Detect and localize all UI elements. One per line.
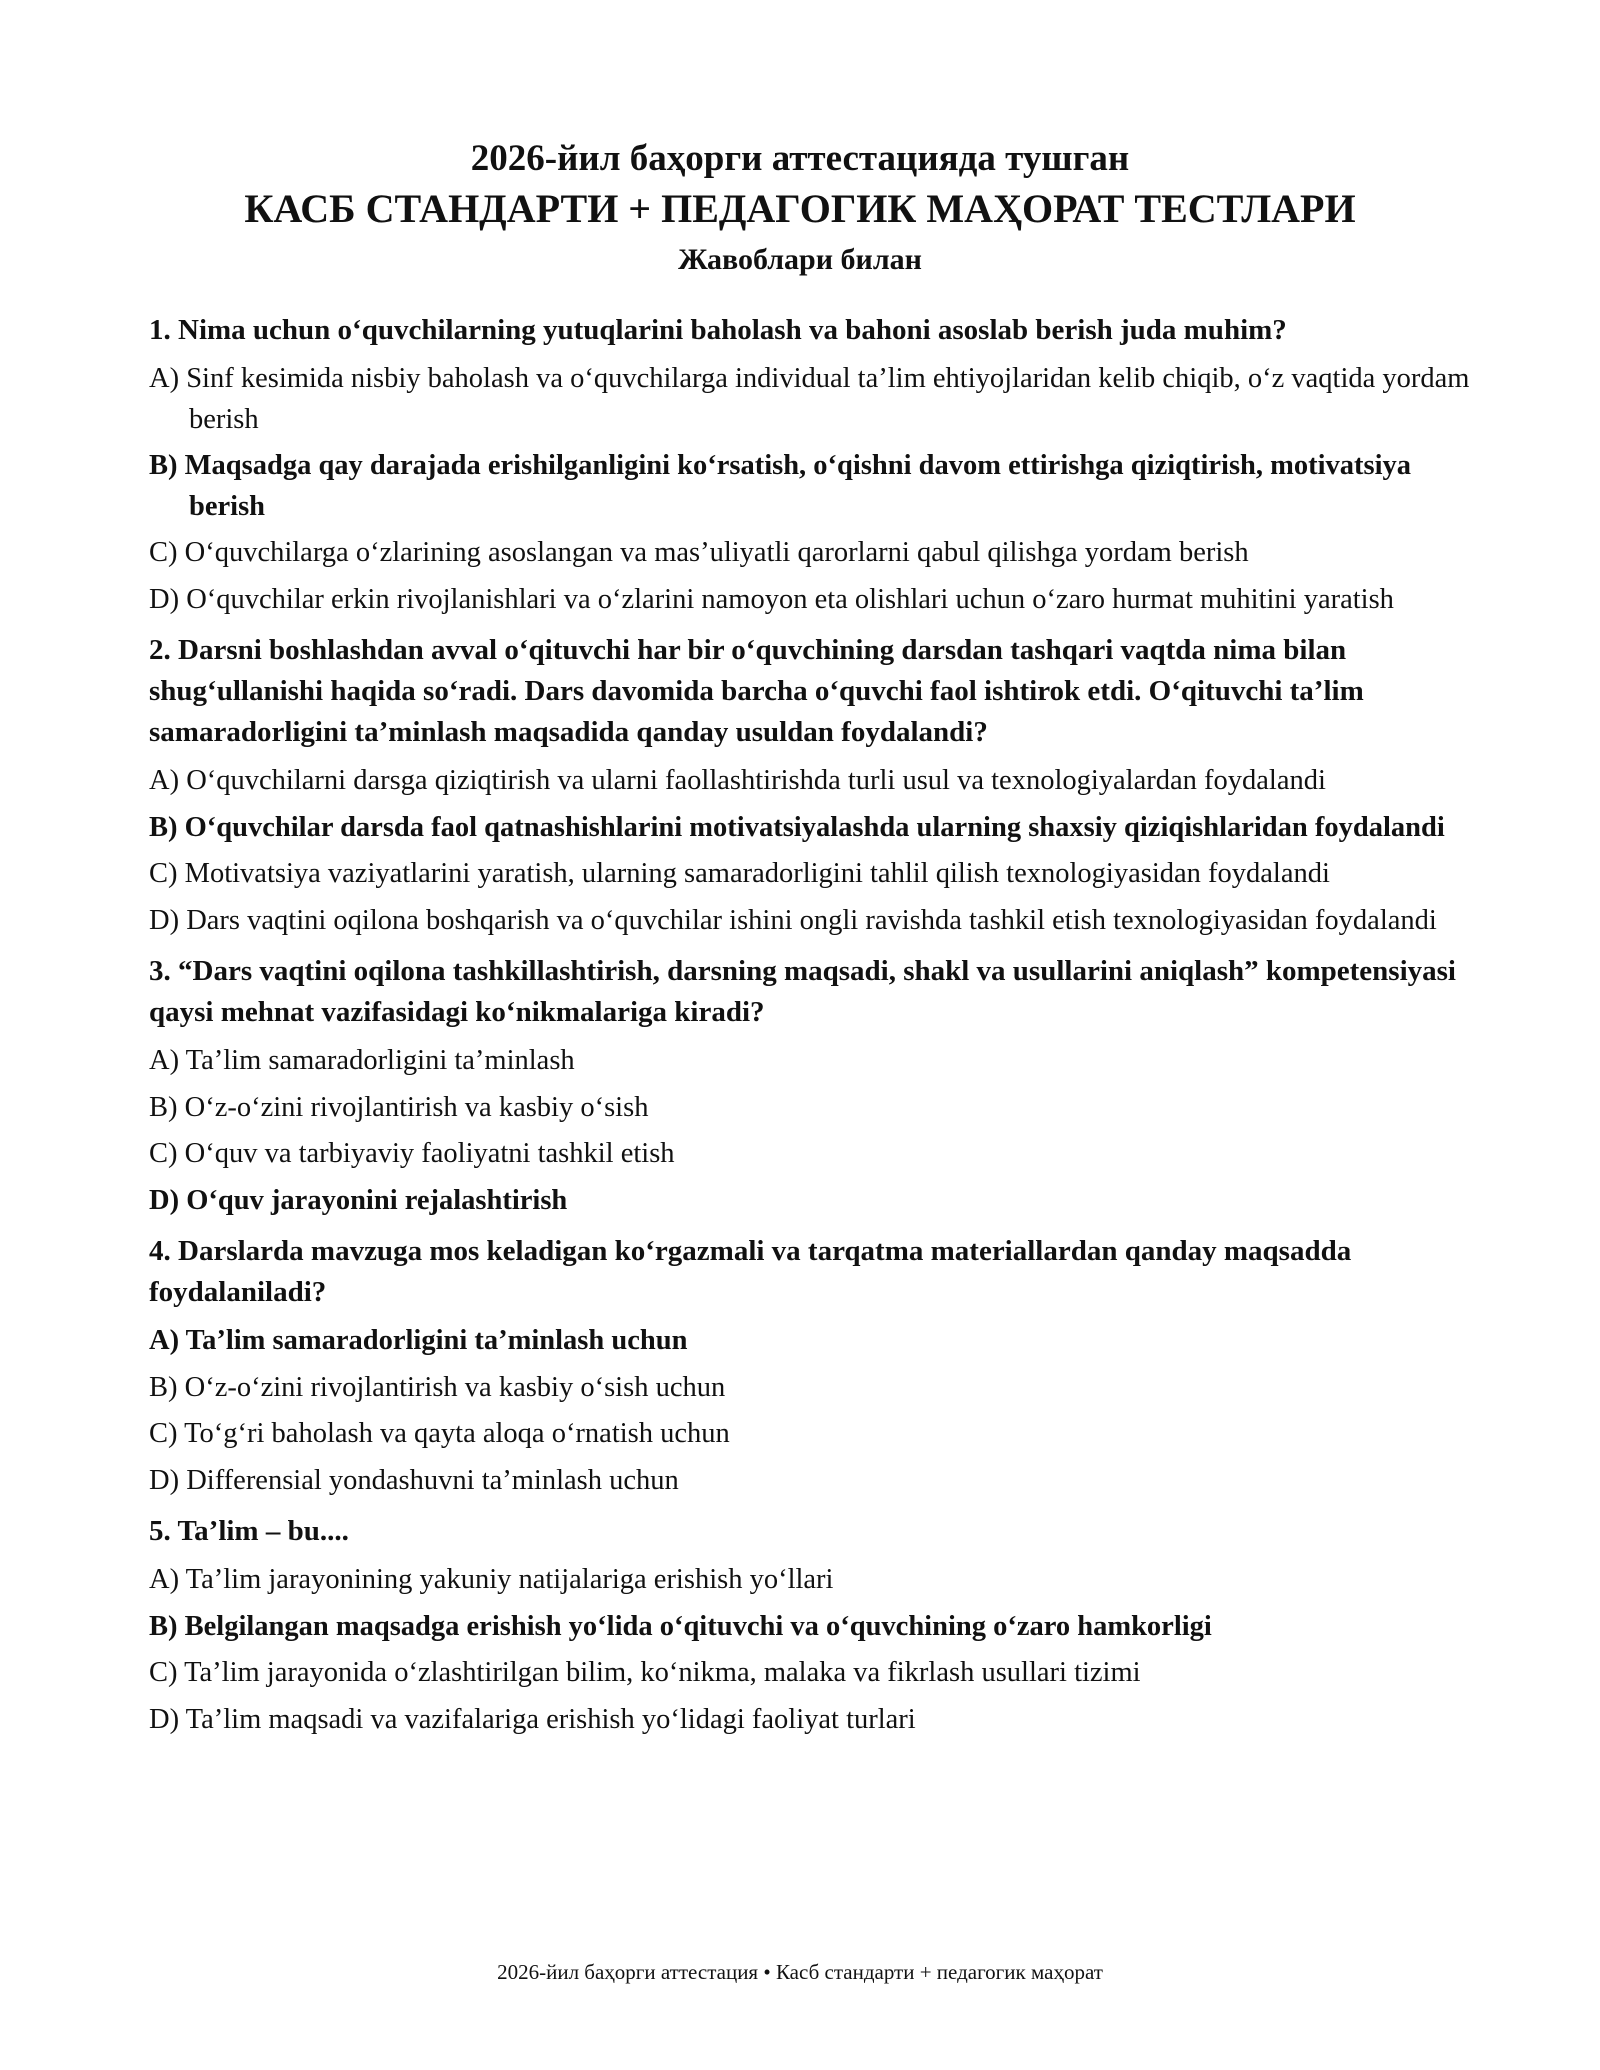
question-text: 1. Nima uchun o‘quvchilarning yutuqlarini baholash va bahoni asoslab berish juda muhim? [149, 314, 1287, 346]
answer-option-d-correct: D) O‘quv jarayonini rejalashtirish [149, 1184, 568, 1216]
question-2 [149, 630, 1479, 941]
question-text: 2. Darsni boshlashdan avval o‘qituvchi har bir o‘quvchining darsdan tashqari vaqtda nima bilan shug‘ullanishi haqida so‘radi. Dars davomida barcha o‘quvchi faol ishtirok etdi. O‘qituvchi ta’lim samaradorligini ta’minlash maqsadida qanday usuldan foydalandi? [149, 634, 1364, 748]
document-title-line-1: 2026-йил баҳорги аттестацияда тушган [470, 138, 1130, 179]
question-5 [149, 1511, 1479, 1740]
answer-option-a: A) O‘quvchilarni darsga qiziqtirish va ularni faollashtirishda turli usul va texnologiyalardan foydalandi [149, 765, 1326, 796]
answer-option-c: C) O‘quv va tarbiyaviy faoliyatni tashkil etish [149, 1138, 675, 1169]
question-1 [149, 310, 1479, 620]
document-header [0, 136, 1600, 284]
answer-option-b-correct: B) O‘quvchilar darsda faol qatnashishlarini motivatsiyalashda ularning shaxsiy qiziqishlaridan foydalandi [149, 811, 1445, 843]
question-3 [149, 951, 1479, 1221]
answer-option-d: D) Ta’lim maqsadi va vazifalariga erishish yo‘lidagi faoliyat turlari [149, 1703, 916, 1735]
page-footer: 2026-йил баҳорги аттестация • Касб стандарти + педагогик маҳорат [497, 1960, 1103, 1984]
answer-option-b-correct: B) Maqsadga qay darajada erishilganligini ko‘rsatish, o‘qishni davom ettirishga qiziqtirish, motivatsiya berish [149, 450, 1412, 522]
answer-option-c: C) Ta’lim jarayonida o‘zlashtirilgan bilim, ko‘nikma, malaka va fikrlash usullari tizimi [149, 1657, 1141, 1688]
answer-option-d: D) Differensial yondashuvni ta’minlash uchun [149, 1464, 679, 1496]
answer-option-c: C) O‘quvchilarga o‘zlarining asoslangan va mas’uliyatli qarorlarni qabul qilishga yordam berish [149, 537, 1249, 568]
answer-option-b-correct: B) Belgilangan maqsadga erishish yo‘lida o‘qituvchi va o‘quvchining o‘zaro hamkorligi [149, 1610, 1212, 1642]
question-text: 5. Ta’lim – bu.... [149, 1515, 349, 1547]
answer-option-c: C) Motivatsiya vaziyatlarini yaratish, ularning samaradorligini tahlil qilish texnologiyasidan foydalandi [149, 858, 1330, 889]
document-title-line-2: КАСБ СТАНДАРТИ + ПЕДАГОГИК МАҲОРАТ ТЕСТЛАРИ [244, 186, 1356, 231]
question-4 [149, 1231, 1479, 1501]
question-text: 4. Darslarda mavzuga mos keladigan ko‘rgazmali va tarqatma materiallardan qanday maqsadda foydalaniladi? [149, 1235, 1352, 1308]
answer-option-b: B) O‘z-o‘zini rivojlantirish va kasbiy o‘sish uchun [149, 1371, 726, 1403]
document-subtitle: Жавоблари билан [678, 243, 922, 276]
answer-option-a: A) Ta’lim samaradorligini ta’minlash [149, 1045, 575, 1076]
answer-option-b: B) O‘z-o‘zini rivojlantirish va kasbiy o‘sish [149, 1091, 649, 1123]
answer-option-d: D) Dars vaqtini oqilona boshqarish va o‘quvchilar ishini ongli ravishda tashkil etish texnologiyasidan foydalandi [149, 904, 1437, 936]
question-text: 3. “Dars vaqtini oqilona tashkillashtirish, darsning maqsadi, shakl va usullarini aniqlash” kompetensiyasi qaysi mehnat vazifasidagi ko‘nikmalariga kiradi? [149, 955, 1456, 1028]
answer-option-d: D) O‘quvchilar erkin rivojlanishlari va o‘zlarini namoyon eta olishlari uchun o‘zaro hurmat muhitini yaratish [149, 583, 1394, 615]
answer-option-a-correct: A) Ta’lim samaradorligini ta’minlash uchun [149, 1325, 688, 1356]
answer-option-a: A) Ta’lim jarayonining yakuniy natijalariga erishish yo‘llari [149, 1564, 834, 1595]
answer-option-a: A) Sinf kesimida nisbiy baholash va o‘quvchilarga individual ta’lim ehtiyojlaridan kelib chiqib, o‘z vaqtida yordam berish [149, 363, 1470, 435]
question-list [149, 310, 1479, 1750]
answer-option-c: C) To‘g‘ri baholash va qayta aloqa o‘rnatish uchun [149, 1418, 730, 1449]
